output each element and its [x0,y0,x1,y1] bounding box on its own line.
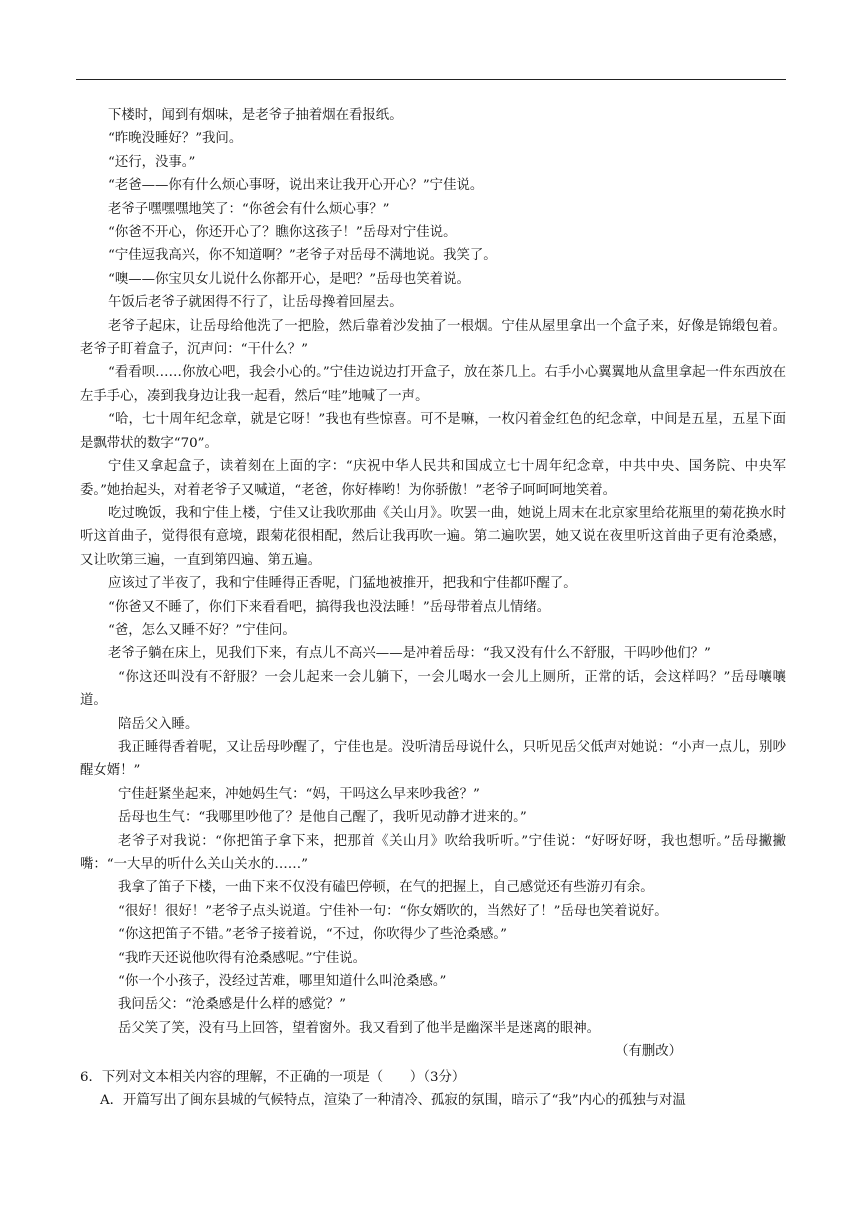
story-paragraph: “噢——你宝贝女儿说什么你都开心，是吧？”岳母也笑着说。 [108,271,470,287]
story-paragraph: “哈，七十周年纪念章，就是它呀！”我也有些惊喜。可不是嘛，一枚闪着金红色的纪念章，中间是五星，五星下面是飘带状的数字“70”。 [80,412,786,451]
source-note: （有删改） [615,1044,682,1060]
story-paragraph: “爸，怎么又睡不好？”宁佳问。 [108,622,296,638]
story-paragraph: “你爸又不睡了，你们下来看看吧，搞得我也没法睡！”岳母带着点儿情绪。 [108,599,551,615]
story-paragraph: “老爸——你有什么烦心事呀，说出来让我开心开心？”宁佳说。 [108,178,484,194]
story-paragraph: 老爷子嘿嘿嘿地笑了：“你爸会有什么烦心事？” [108,201,390,217]
story-paragraph: 我正睡得香着呢，又让岳母吵醒了，宁佳也是。没听清岳母说什么，只听见岳父低声对她说：“小声一点儿，别吵醒女婿！” [80,739,786,779]
story-paragraph: 下楼时，闻到有烟味，是老爷子抽着烟在看报纸。 [108,108,403,123]
story-paragraph: “你这把笛子不错。”老爷子接着说，“不过，你吹得少了些沧桑感。” [118,927,507,943]
story-paragraph: “我昨天还说他吹得有沧桑感呢。”宁佳说。 [118,950,367,966]
story-paragraph: “昨晚没睡好？”我问。 [108,131,243,147]
story-paragraph: 应该过了半夜了，我和宁佳睡得正香呢，门猛地被推开，把我和宁佳都吓醒了。 [108,576,577,592]
story-paragraph: “宁佳逗我高兴，你不知道啊？”老爷子对岳母不满地说。我笑了。 [108,248,497,264]
option-a: A．开篇写出了闽东县城的气候特点，渲染了一种清冷、孤寂的氛围，暗示了“我”内心的孤独与对温 [100,1093,686,1109]
story-paragraph: 我拿了笛子下楼，一曲下来不仅没有磕巴停顿，在气的把握上，自己感觉还有些游刃有余。 [118,880,654,896]
story-paragraph: 老爷子起床，让岳母给他洗了一把脸，然后靠着沙发抽了一根烟。宁佳从屋里拿出一个盒子来，好像是锦缎包着。老爷子盯着盒子，沉声问：“干什么？” [80,318,786,358]
story-text [80,104,786,1040]
document-body [80,104,786,1112]
story-paragraph: “你这还叫没有不舒服？一会儿起来一会儿躺下，一会儿喝水一会儿上厕所，正常的话，会这样吗？”岳母嚷嚷道。 [80,669,786,709]
story-paragraph: 陪岳父入睡。 [118,716,199,732]
story-paragraph: 吃过晚饭，我和宁佳上楼，宁佳又让我吹那曲《关山月》。吹罢一曲，她说上周末在北京家里给花瓶里的菊花换水时听这首曲子，觉得很有意境，跟菊花很相配，然后让我再吹一遍。第二遍吹罢，她又说在夜里听这首曲子更有沧桑感，又让吹第三遍，一直到第四遍、第五遍。 [80,505,786,568]
question-6: 6．下列对文本相关内容的理解，不正确的一项是（ ）（3分） [80,1069,466,1085]
story-paragraph: 宁佳赶紧坐起来，冲她妈生气：“妈，干吗这么早来吵我爸？” [118,786,480,802]
story-paragraph: 岳父笑了笑，没有马上回答，望着窗外。我又看到了他半是幽深半是迷离的眼神。 [118,1020,601,1036]
story-paragraph: “你一个小孩子，没经过苦难，哪里知道什么叫沧桑感。” [118,974,447,990]
story-paragraph: 岳母也生气：“我哪里吵他了？是他自己醒了，我听见动静才进来的。” [118,810,527,826]
story-paragraph: 老爷子对我说：“你把笛子拿下来，把那首《关山月》吹给我听听。”宁佳说：“好呀好呀，我也想听。”岳母撇撇嘴：“一大早的听什么关山关水的……” [80,833,786,872]
story-paragraph: “很好！很好！”老爷子点头说道。宁佳补一句：“你女婿吹的，当然好了！”岳母也笑着说好。 [118,903,668,919]
story-paragraph: 老爷子躺在床上，见我们下来，有点儿不高兴——是冲着岳母：“我又没有什么不舒服，干吗吵他们？” [108,646,711,662]
story-paragraph: 宁佳又拿起盒子，读着刻在上面的字：“庆祝中华人民共和国成立七十周年纪念章，中共中央、国务院、中央军委。”她抬起头，对着老爷子又喊道，“老爸，你好棒哟！为你骄傲！”老爷子呵呵呵地笑着。 [80,459,786,498]
header-rule [76,79,786,80]
story-paragraph: “看看呗……你放心吧，我会小心的。”宁佳边说边打开盒子，放在茶几上。右手小心翼翼地从盒里拿起一件东西放在左手手心，凑到我身边让我一起看，然后“哇”地喊了一声。 [80,365,786,404]
story-paragraph: “还行，没事。” [108,154,196,170]
story-paragraph: 我问岳父：“沧桑感是什么样的感觉？” [118,997,346,1013]
story-paragraph: “你爸不开心，你还开心了？瞧你这孩子！”岳母对宁佳说。 [108,225,457,241]
story-paragraph: 午饭后老爷子就困得不行了，让岳母搀着回屋去。 [108,295,403,311]
